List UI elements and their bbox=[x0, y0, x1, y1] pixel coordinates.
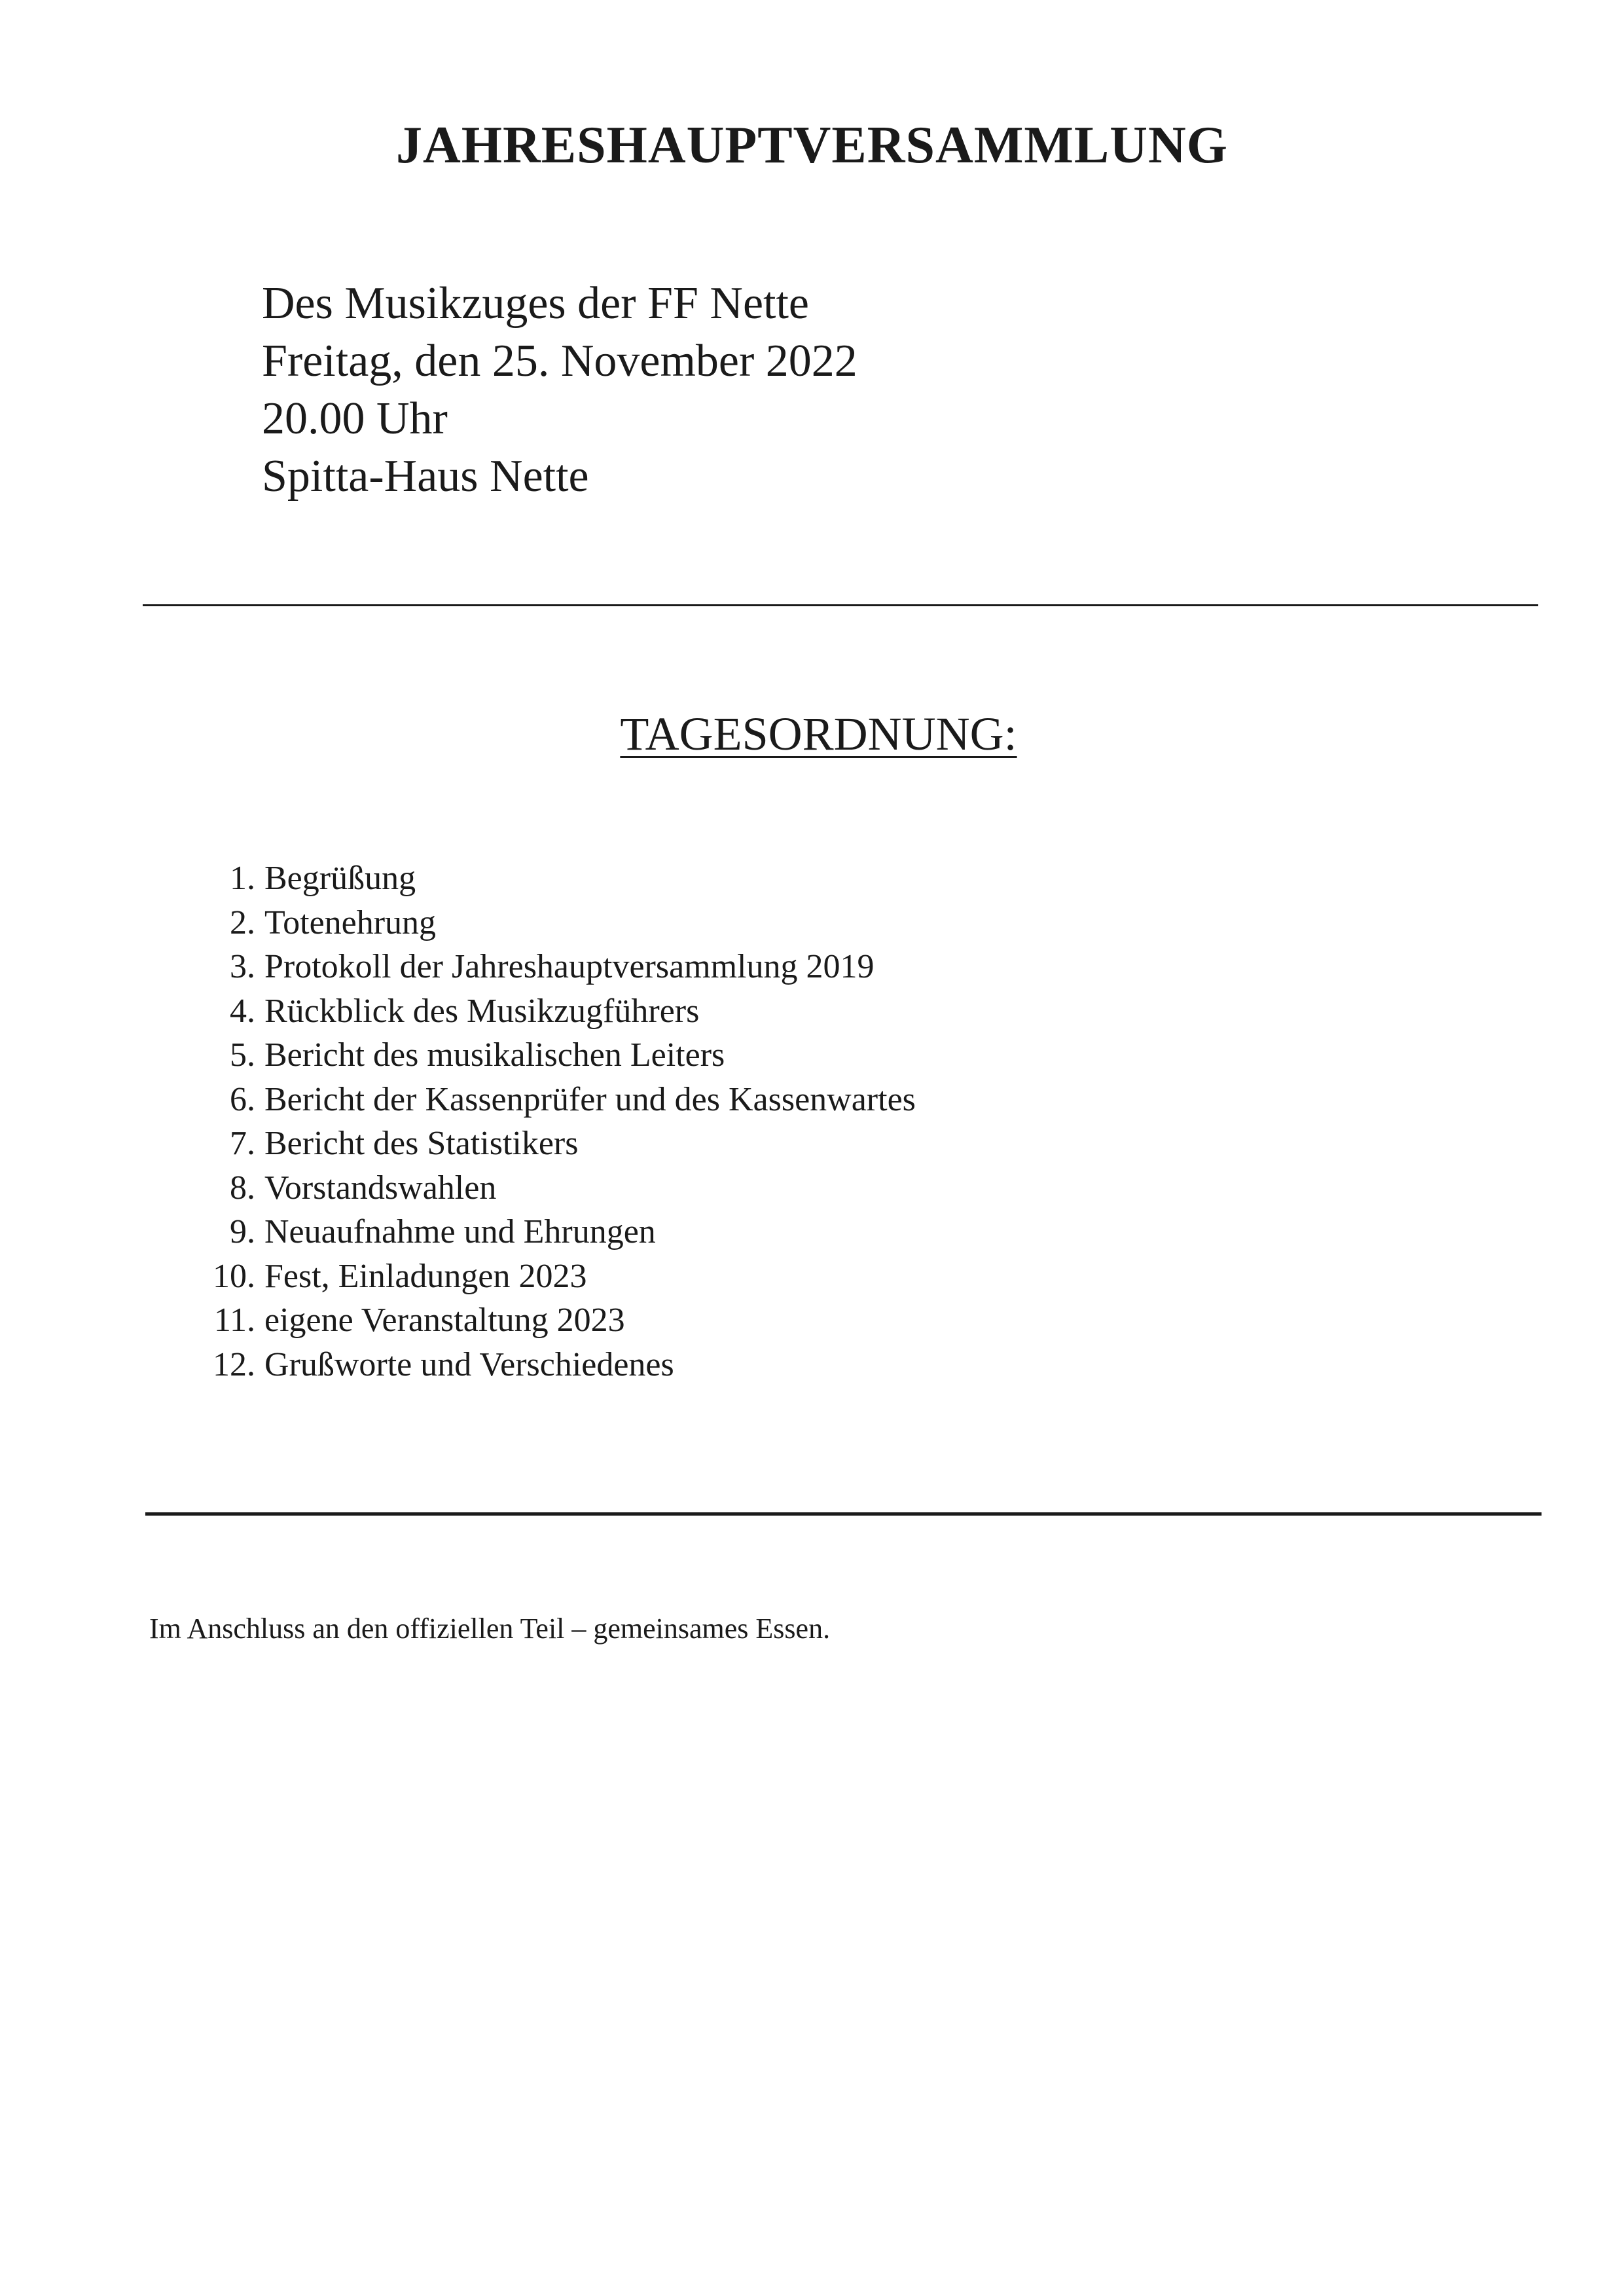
agenda-item bbox=[190, 1078, 916, 1122]
agenda-item-number: 6. bbox=[230, 1080, 255, 1118]
agenda-item bbox=[190, 1298, 916, 1343]
agenda-item-text: Fest, Einladungen 2023 bbox=[264, 1257, 587, 1295]
agenda-item-text: Bericht der Kassenprüfer und des Kassenwartes bbox=[264, 1080, 916, 1118]
agenda-item-text: Rückblick des Musikzugführers bbox=[264, 992, 700, 1030]
agenda-item-text: Bericht des Statistikers bbox=[264, 1125, 579, 1162]
agenda-item bbox=[190, 1166, 916, 1211]
footer-note: Im Anschluss an den offiziellen Teil – gemeinsames Essen. bbox=[149, 1613, 831, 1645]
agenda-item-text: Totenehrung bbox=[264, 903, 437, 941]
divider-top bbox=[143, 604, 1538, 606]
organizer-line: Des Musikzuges der FF Nette bbox=[262, 278, 810, 329]
agenda-item bbox=[190, 856, 916, 901]
agenda-list bbox=[190, 856, 916, 1387]
agenda-item bbox=[190, 1121, 916, 1166]
agenda-item-text: eigene Veranstaltung 2023 bbox=[264, 1302, 625, 1339]
agenda-heading-text: TAGESORDNUNG: bbox=[620, 708, 1017, 760]
agenda-item-number: 5. bbox=[230, 1036, 255, 1074]
agenda-item bbox=[190, 901, 916, 945]
agenda-item bbox=[190, 945, 916, 989]
agenda-item-text: Neuaufnahme und Ehrungen bbox=[264, 1213, 656, 1250]
agenda-item bbox=[190, 1343, 916, 1387]
agenda-item-text: Protokoll der Jahreshauptversammlung 2019 bbox=[264, 948, 875, 985]
agenda-item-number: 3. bbox=[230, 948, 255, 985]
agenda-item bbox=[190, 989, 916, 1034]
agenda-heading bbox=[0, 708, 1624, 760]
agenda-item-text: Grußworte und Verschiedenes bbox=[264, 1345, 674, 1383]
time-line: 20.00 Uhr bbox=[262, 393, 448, 444]
document-title: JAHRESHAUPTVERSAMMLUNG bbox=[396, 117, 1228, 174]
agenda-item bbox=[190, 1033, 916, 1078]
divider-bottom bbox=[145, 1512, 1542, 1516]
agenda-item-number: 7. bbox=[230, 1125, 255, 1162]
location-line: Spitta-Haus Nette bbox=[262, 451, 589, 501]
agenda-item-number: 8. bbox=[230, 1169, 255, 1207]
agenda-item bbox=[190, 1254, 916, 1299]
agenda-item-text: Begrüßung bbox=[264, 860, 416, 897]
date-line: Freitag, den 25. November 2022 bbox=[262, 336, 857, 386]
agenda-item-number: 10. bbox=[213, 1257, 255, 1295]
agenda-item-number: 1. bbox=[230, 860, 255, 897]
agenda-item-text: Bericht des musikalischen Leiters bbox=[264, 1036, 725, 1074]
agenda-item-number: 2. bbox=[230, 903, 255, 941]
agenda-item bbox=[190, 1210, 916, 1254]
agenda-item-number: 12. bbox=[213, 1345, 255, 1383]
agenda-item-text: Vorstandswahlen bbox=[264, 1169, 497, 1207]
agenda-item-number: 9. bbox=[230, 1213, 255, 1250]
meeting-info bbox=[262, 275, 857, 505]
agenda-item-number: 11. bbox=[213, 1302, 255, 1339]
agenda-item-number: 4. bbox=[230, 992, 255, 1030]
